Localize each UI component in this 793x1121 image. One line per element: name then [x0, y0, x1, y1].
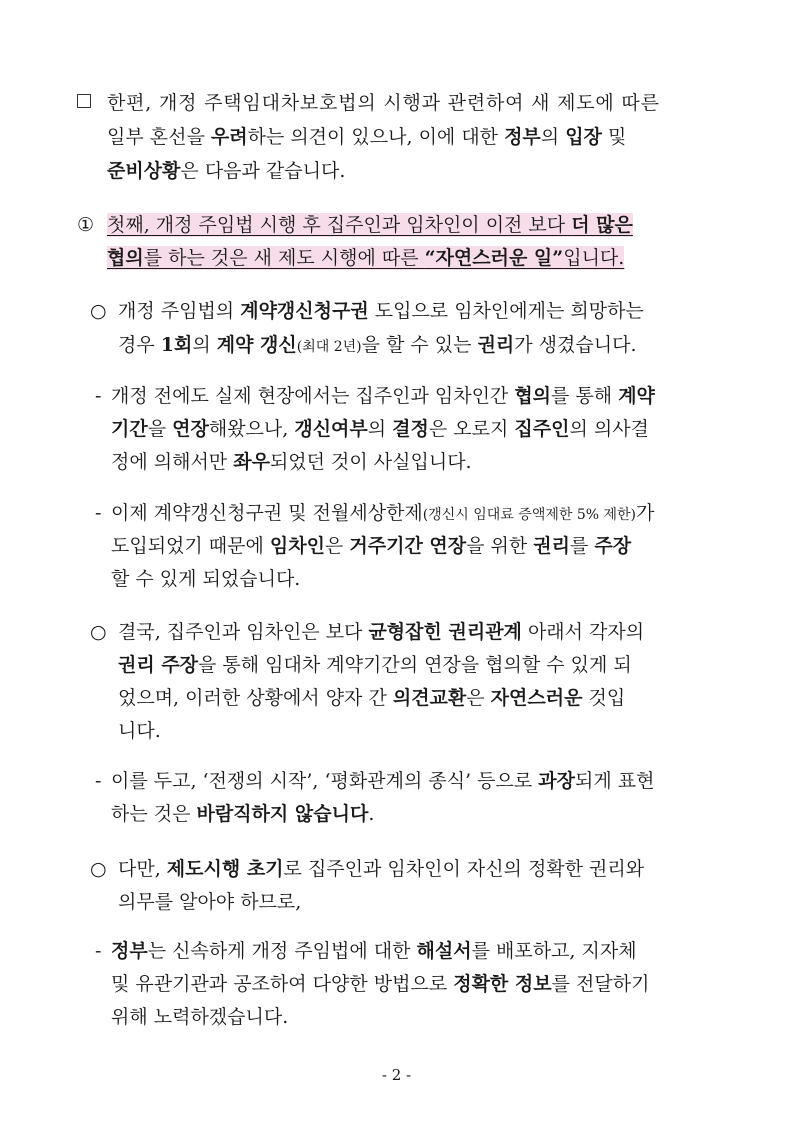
bold-text: 우려: [210, 126, 248, 148]
dash-bullet-marker: -: [95, 940, 102, 962]
text-segment: 및 유관기관과 공조하여 다양한 방법으로: [111, 973, 454, 995]
text-segment: 첫째, 개정 주임법 시행 후 집주인과 임차인이 이전 보다: [107, 214, 572, 236]
text-segment: 를 전달하기: [551, 973, 650, 995]
text-segment: 이제 계약갱신청구권 및 전월세상한제: [111, 502, 423, 524]
text-segment: 었으며, 이러한 상황에서 양자 간: [118, 687, 393, 709]
text-line: [118, 333, 637, 359]
text-segment: 의: [367, 418, 393, 440]
text-segment: 위해 노력하겠습니다.: [111, 1006, 289, 1028]
text-segment: 을 할 수 있는: [361, 334, 478, 356]
text-segment: 것입: [582, 687, 626, 709]
text-line: [111, 534, 631, 558]
bold-text: 임차인: [269, 535, 325, 557]
text-segment: 하는 의견이 있으나, 이에 대한: [247, 126, 505, 148]
text-segment: 의: [192, 334, 217, 356]
text-line: [111, 939, 637, 963]
bold-text: 정부: [504, 126, 541, 148]
text-line: [111, 417, 649, 441]
text-segment: 해왔으나,: [208, 418, 295, 440]
bold-text: 정부: [111, 940, 148, 962]
text-segment: 되었던 것이 사실입니다.: [269, 451, 472, 473]
text-segment: 은: [466, 687, 491, 709]
text-line: [111, 450, 472, 474]
text-line: [118, 299, 644, 323]
text-segment: 할 수 있게 되었습니다.: [111, 568, 301, 590]
text-segment: 는 신속하게 개정 주임법에 대한: [147, 940, 417, 962]
bold-text: 결정: [392, 418, 429, 440]
text-segment: 일부 혼선을: [107, 126, 211, 148]
bold-text: 정확한 정보: [453, 973, 552, 995]
text-segment: 를 하는 것은 새 제도 시행에 따른: [143, 247, 425, 269]
text-segment: 도입되었기 때문에: [111, 535, 270, 557]
text-line: [118, 857, 644, 881]
bold-text: 집주인: [514, 418, 570, 440]
text-line: [118, 653, 632, 677]
text-segment: 가 생겼습니다.: [514, 334, 637, 356]
text-segment: 를 배포하고, 지자체: [471, 940, 637, 962]
highlighted-text-line: [107, 213, 633, 237]
bold-text: 주장: [594, 535, 632, 557]
bold-text: 협의: [514, 385, 552, 407]
dash-bullet-marker: -: [95, 770, 102, 792]
bold-text: 권리 주장: [118, 654, 199, 676]
bold-text: 준비상황: [107, 160, 181, 182]
text-segment: 은: [324, 535, 350, 557]
text-line: [111, 769, 654, 793]
bold-text: 의견교환: [392, 687, 467, 709]
circle-bullet-marker: ○: [90, 300, 107, 322]
bold-text: 과장: [538, 770, 575, 792]
text-segment: 입니다.: [563, 247, 625, 269]
text-line: [111, 1005, 288, 1029]
text-segment: 의무를 알아야 하므로,: [118, 891, 302, 913]
text-segment: 정에 의해서만: [111, 451, 234, 473]
bold-text: 더 많은: [571, 214, 633, 236]
text-segment: 되게 표현: [574, 770, 655, 792]
bold-text: 입장: [565, 126, 602, 148]
text-segment: (최대 2년): [296, 339, 362, 355]
text-segment: 을 위한: [466, 535, 534, 557]
bold-text: 계약갱신청구권: [240, 300, 369, 322]
text-segment: 은 다음과 같습니다.: [180, 160, 346, 182]
bold-text: 해설서: [416, 940, 472, 962]
text-line: [111, 972, 649, 996]
circled-number-marker: ①: [77, 214, 95, 236]
bold-text: 갱신여부: [294, 418, 368, 440]
bold-text: 연장: [172, 418, 209, 440]
bold-text: 거주기간 연장: [349, 535, 467, 557]
text-segment: 결국, 집주인과 임차인은 보다: [118, 621, 369, 643]
text-segment: 도입으로 임차인에게는 희망하는: [368, 300, 644, 322]
bold-text: 자연스러운: [490, 687, 583, 709]
text-line: [118, 890, 301, 914]
highlighted-text-line: [107, 246, 624, 270]
dash-bullet-marker: -: [95, 385, 102, 407]
bold-text: 균형잡힌 권리관계: [368, 621, 522, 643]
text-segment: .: [368, 803, 375, 825]
text-segment: 를: [570, 535, 595, 557]
text-segment: 다만,: [118, 858, 167, 880]
bold-text: 제도시행 초기: [166, 858, 284, 880]
bold-text: 계약: [618, 385, 655, 407]
circle-bullet-marker: ○: [90, 858, 107, 880]
text-line: [118, 620, 644, 644]
text-line: [111, 384, 655, 408]
bold-text: 좌우: [233, 451, 270, 473]
bold-text: 기간: [111, 418, 148, 440]
text-segment: 의: [540, 126, 566, 148]
text-line: 한편, 개정 주택임대차보호법의 시행과 관련하여 새 제도에 따른: [107, 92, 660, 114]
bold-text: 1회: [160, 334, 193, 356]
checkbox-square-bullet: [77, 94, 91, 108]
text-segment: 의 의사결: [569, 418, 649, 440]
text-segment: 개정 주임법의: [118, 300, 241, 322]
dash-bullet-marker: -: [95, 502, 102, 524]
text-segment: 를 통해: [551, 385, 619, 407]
text-line: [111, 501, 654, 527]
bold-text: 권리: [533, 535, 571, 557]
text-line: [118, 686, 625, 710]
text-segment: 로 집주인과 임차인이 자신의 정확한 권리와: [283, 858, 645, 880]
text-segment: 및: [601, 126, 627, 148]
text-segment: 이를 두고, ‘전쟁의 시작’, ‘평화관계의 종식’ 등으로: [111, 770, 539, 792]
text-segment: 니다.: [118, 720, 161, 742]
bold-text: “자연스러운 일”: [424, 247, 564, 269]
bold-text: 계약 갱신: [216, 334, 297, 356]
bold-text: 협의: [107, 247, 144, 269]
text-line: [111, 802, 374, 826]
bold-text: 권리: [477, 334, 515, 356]
circle-bullet-marker: ○: [90, 621, 107, 643]
text-segment: (갱신시 임대료 증액제한 5% 제한): [422, 507, 637, 523]
text-segment: 아래서 각자의: [521, 621, 645, 643]
text-segment: 을 통해 임대차 계약기간의 연장을 협의할 수 있게 되: [198, 654, 632, 676]
text-line: [107, 159, 345, 183]
text-segment: 은 오로지: [428, 418, 515, 440]
text-segment: 개정 전에도 실제 현장에서는 집주인과 임차인간: [111, 385, 515, 407]
text-segment: 하는 것은: [111, 803, 197, 825]
text-segment: 을: [147, 418, 173, 440]
bold-text: 바람직하지 않습니다: [196, 803, 369, 825]
page-number: - 2 -: [381, 1066, 412, 1084]
text-segment: 경우: [118, 334, 161, 356]
text-line: [111, 567, 300, 591]
text-line: [118, 719, 161, 743]
text-segment: 가: [636, 502, 655, 524]
text-line: [107, 125, 626, 149]
